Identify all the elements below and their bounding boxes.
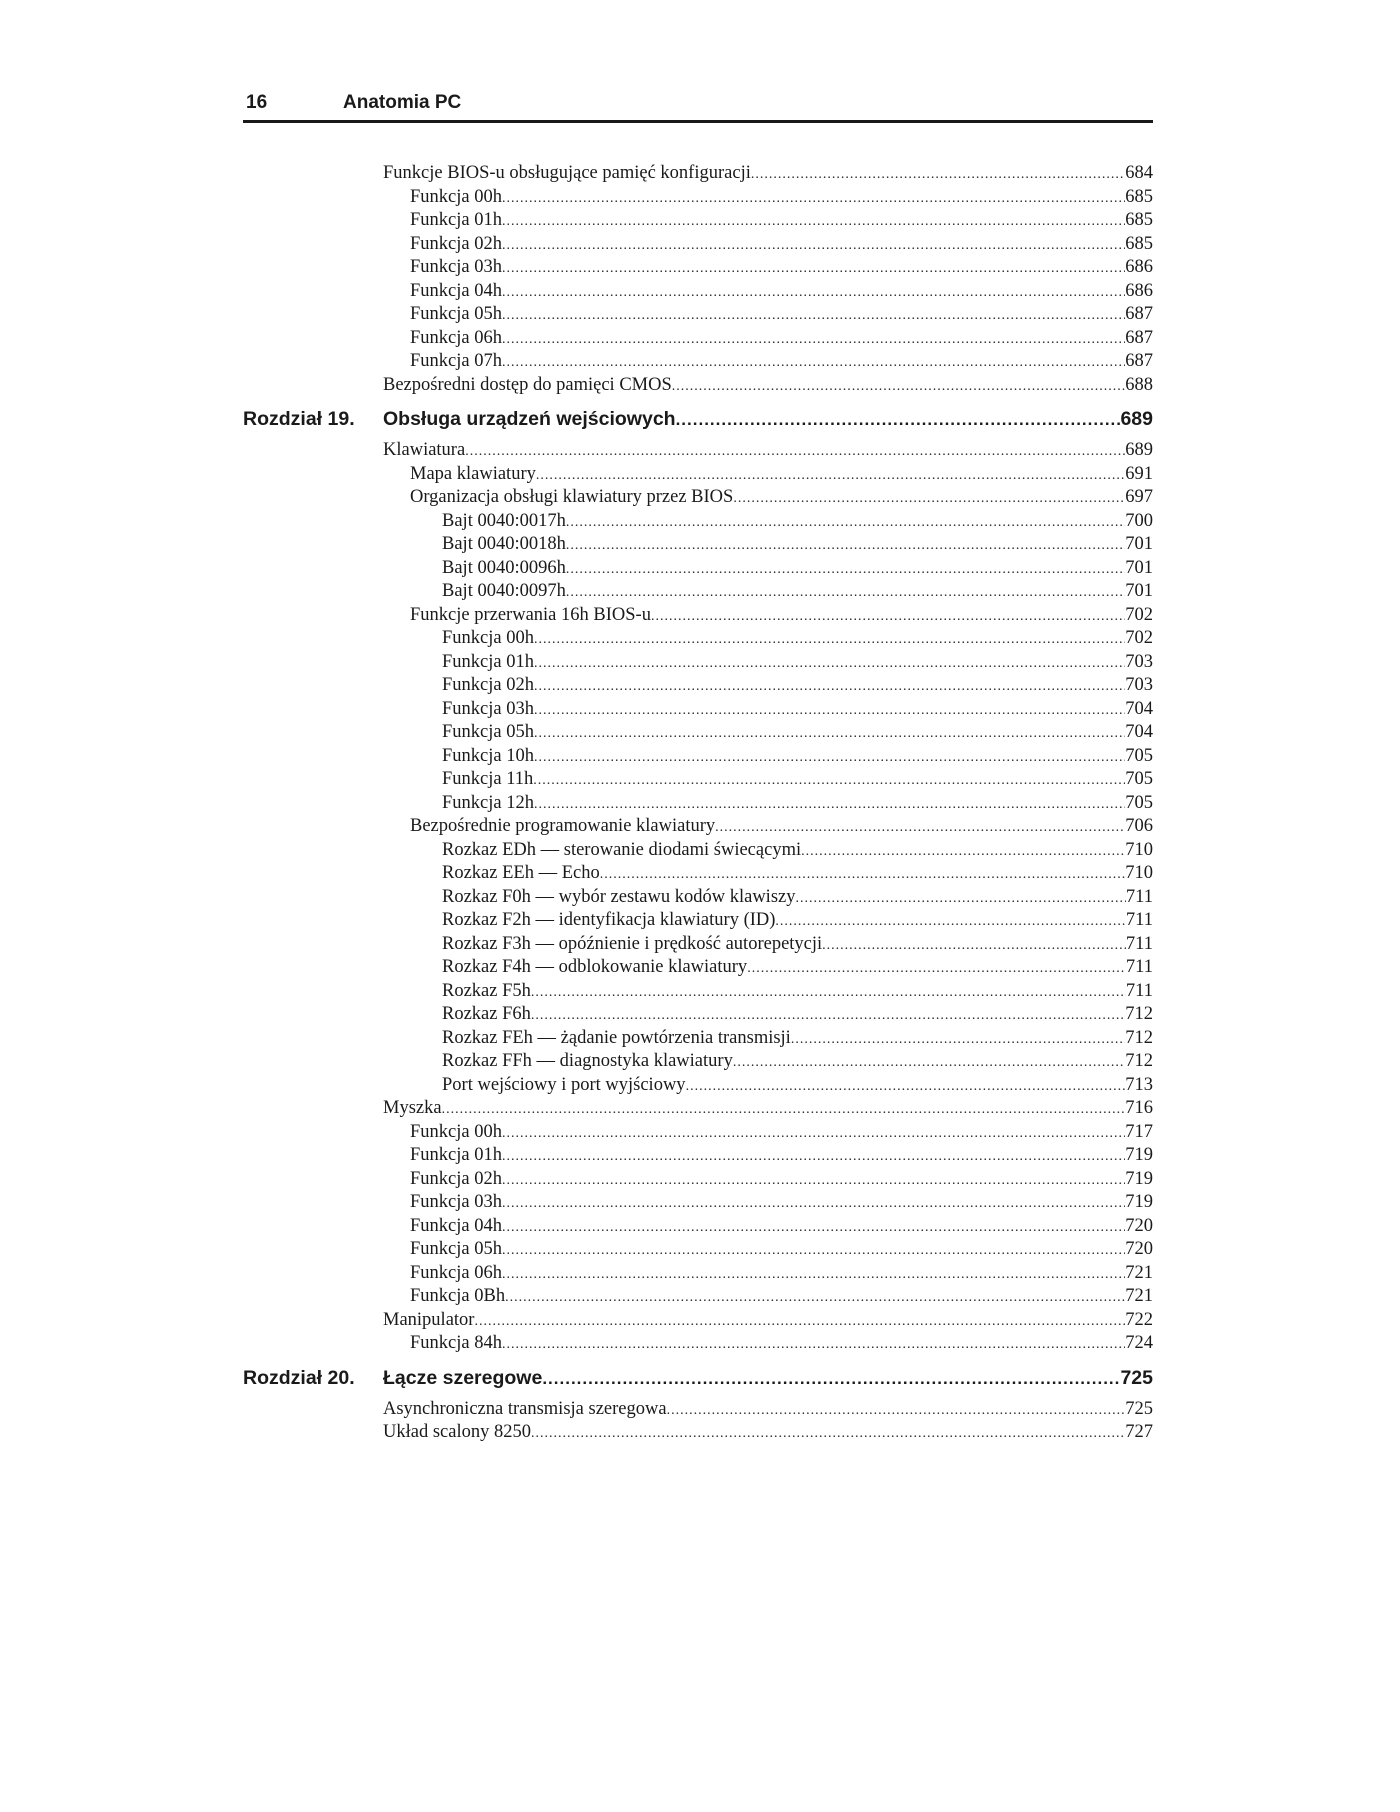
toc-entry-label: Organizacja obsługi klawiatury przez BIOS xyxy=(410,487,734,507)
toc-entry[interactable] xyxy=(243,1027,1153,1051)
table-of-contents xyxy=(243,162,1153,1445)
toc-entry-page: 712 xyxy=(1125,1051,1153,1071)
toc-entry-label: Funkcja 01h xyxy=(410,1145,502,1165)
toc-entry-page: 711 xyxy=(1125,910,1153,930)
toc-entry-label: Funkcja 02h xyxy=(410,1168,502,1189)
toc-entry[interactable] xyxy=(243,1121,1153,1145)
dot-leader xyxy=(747,957,1126,981)
toc-entry[interactable] xyxy=(243,721,1153,745)
toc-entry-page: 684 xyxy=(1125,163,1153,183)
toc-entry-page: 711 xyxy=(1125,980,1153,1001)
toc-entry-page: 719 xyxy=(1125,1168,1153,1189)
dot-leader xyxy=(502,210,1125,234)
toc-entry-label: Bajt 0040:0017h xyxy=(442,510,566,531)
toc-entry-page: 711 xyxy=(1125,886,1153,907)
toc-entry[interactable] xyxy=(243,486,1153,510)
dot-leader xyxy=(502,351,1125,375)
dot-leader xyxy=(502,1122,1125,1146)
dot-leader xyxy=(534,722,1125,746)
toc-entry-page: 703 xyxy=(1125,651,1153,672)
toc-entry[interactable] xyxy=(243,186,1153,210)
dot-leader xyxy=(531,1422,1125,1446)
dot-leader xyxy=(502,1239,1125,1263)
toc-entry-page: 705 xyxy=(1125,792,1153,813)
toc-entry-label: Funkcja 03h xyxy=(442,698,534,719)
toc-entry-page: 706 xyxy=(1125,816,1153,836)
toc-entry[interactable] xyxy=(243,980,1153,1004)
toc-entry-label: Funkcja 05h xyxy=(410,1239,502,1259)
toc-entry-page: 687 xyxy=(1125,304,1153,324)
toc-entry-page: 722 xyxy=(1125,1309,1153,1330)
toc-entry-label: Manipulator xyxy=(383,1309,475,1330)
toc-entry-label: Funkcje przerwania 16h BIOS-u xyxy=(410,604,651,625)
toc-entry-page: 712 xyxy=(1125,1027,1153,1048)
toc-entry[interactable] xyxy=(243,1238,1153,1262)
toc-entry[interactable] xyxy=(243,256,1153,280)
toc-entry[interactable] xyxy=(243,815,1153,839)
toc-entry-label: Funkcja 04h xyxy=(410,280,502,301)
toc-entry-page: 710 xyxy=(1125,863,1153,883)
dot-leader xyxy=(502,1192,1125,1216)
toc-entry-page: 689 xyxy=(1125,440,1153,460)
dot-leader xyxy=(801,840,1125,864)
toc-block xyxy=(243,162,1153,397)
dot-leader xyxy=(600,863,1126,887)
toc-entry-label: Funkcja 01h xyxy=(410,210,502,230)
dot-leader xyxy=(502,328,1125,352)
toc-entry-page: 705 xyxy=(1125,745,1153,766)
toc-entry-label: Funkcja 01h xyxy=(442,651,534,672)
dot-leader xyxy=(566,558,1125,582)
dot-leader xyxy=(534,628,1125,652)
toc-entry[interactable] xyxy=(243,839,1153,863)
toc-entry-page: 701 xyxy=(1125,534,1153,554)
dot-leader xyxy=(775,910,1126,934)
dot-leader xyxy=(566,534,1125,558)
toc-entry[interactable] xyxy=(243,862,1153,886)
toc-entry-label: Funkcja 10h xyxy=(442,745,534,766)
toc-entry-page: 702 xyxy=(1125,604,1153,625)
toc-entry-page: 685 xyxy=(1125,233,1153,254)
toc-entry-page: 691 xyxy=(1125,463,1153,484)
toc-entry-page: 719 xyxy=(1125,1145,1153,1165)
toc-entry[interactable] xyxy=(243,1309,1153,1333)
toc-entry-label: Asynchroniczna transmisja szeregowa xyxy=(383,1398,667,1419)
toc-entry-label: Klawiatura xyxy=(383,440,466,460)
toc-entry-label: Bajt 0040:0096h xyxy=(442,557,566,578)
toc-entry-page: 687 xyxy=(1125,351,1153,371)
toc-entry-label: Rozkaz EEh — Echo xyxy=(442,863,600,883)
toc-entry[interactable] xyxy=(243,792,1153,816)
toc-entry[interactable] xyxy=(243,510,1153,534)
dot-leader xyxy=(505,1286,1125,1310)
toc-entry-label: Funkcja 84h xyxy=(410,1333,502,1353)
dot-leader xyxy=(733,487,1125,511)
toc-entry[interactable] xyxy=(243,162,1153,186)
chapter-entry[interactable] xyxy=(243,399,1153,439)
toc-entry[interactable] xyxy=(243,463,1153,487)
toc-entry-page: 725 xyxy=(1125,1398,1153,1419)
toc-entry[interactable] xyxy=(243,280,1153,304)
toc-entry-label: Układ scalony 8250 xyxy=(383,1422,531,1442)
toc-entry[interactable] xyxy=(243,768,1153,792)
dot-leader xyxy=(502,257,1125,281)
toc-entry[interactable] xyxy=(243,1097,1153,1121)
dot-leader xyxy=(733,1051,1125,1075)
toc-entry-page: 721 xyxy=(1125,1286,1153,1306)
dot-leader xyxy=(542,1359,1120,1399)
toc-block xyxy=(243,1398,1153,1445)
toc-entry[interactable] xyxy=(243,439,1153,463)
toc-entry[interactable] xyxy=(243,374,1153,398)
dot-leader xyxy=(502,1263,1125,1287)
toc-entry[interactable] xyxy=(243,1332,1153,1356)
toc-entry-page: 686 xyxy=(1125,280,1153,301)
toc-entry-label: Bajt 0040:0018h xyxy=(442,534,566,554)
dot-leader xyxy=(651,605,1125,629)
dot-leader xyxy=(531,981,1126,1005)
toc-entry-page: 719 xyxy=(1125,1192,1153,1212)
dot-leader xyxy=(502,1333,1125,1357)
toc-entry-label: Rozkaz FFh — diagnostyka klawiatury xyxy=(442,1051,733,1071)
dot-leader xyxy=(502,1169,1125,1193)
toc-entry[interactable] xyxy=(243,1398,1153,1422)
toc-entry-label: Funkcja 12h xyxy=(442,792,534,813)
toc-entry[interactable] xyxy=(243,909,1153,933)
toc-entry-label: Mapa klawiatury xyxy=(410,463,536,484)
toc-entry[interactable] xyxy=(243,1074,1153,1098)
toc-entry[interactable] xyxy=(243,933,1153,957)
toc-entry[interactable] xyxy=(243,1421,1153,1445)
toc-entry-label: Funkcja 02h xyxy=(442,675,534,695)
chapter-number: Rozdział 20. xyxy=(243,1366,355,1389)
dot-leader xyxy=(715,816,1125,840)
dot-leader xyxy=(822,934,1126,958)
dot-leader xyxy=(533,769,1125,793)
toc-entry[interactable] xyxy=(243,533,1153,557)
toc-entry-page: 702 xyxy=(1125,628,1153,648)
toc-entry-page: 701 xyxy=(1125,557,1153,578)
dot-leader xyxy=(566,511,1125,535)
toc-entry-page: 704 xyxy=(1125,722,1153,742)
toc-entry[interactable] xyxy=(243,557,1153,581)
dot-leader xyxy=(566,581,1125,605)
toc-entry-label: Funkcja 00h xyxy=(442,628,534,648)
toc-entry-page: 713 xyxy=(1125,1074,1153,1095)
toc-entry[interactable] xyxy=(243,350,1153,374)
toc-entry-page: 688 xyxy=(1125,374,1153,395)
chapter-number: Rozdział 19. xyxy=(243,408,355,430)
toc-entry-label: Rozkaz FEh — żądanie powtórzenia transmisji xyxy=(442,1027,791,1048)
toc-entry[interactable] xyxy=(243,1285,1153,1309)
toc-entry-label: Rozkaz F6h xyxy=(442,1004,531,1024)
toc-entry[interactable] xyxy=(243,1191,1153,1215)
toc-entry-page: 711 xyxy=(1125,957,1153,977)
chapter-entry[interactable] xyxy=(243,1358,1153,1398)
dot-leader xyxy=(502,1145,1125,1169)
chapter-page: 689 xyxy=(1120,408,1153,430)
toc-entry-label: Funkcja 11h xyxy=(442,769,534,789)
toc-entry[interactable] xyxy=(243,233,1153,257)
toc-entry-page: 685 xyxy=(1125,210,1153,230)
toc-entry-label: Funkcja 06h xyxy=(410,327,502,348)
toc-entry-label: Rozkaz F5h xyxy=(442,980,531,1001)
toc-entry-label: Port wejściowy i port wyjściowy xyxy=(442,1074,686,1095)
toc-entry[interactable] xyxy=(243,209,1153,233)
toc-entry[interactable] xyxy=(243,627,1153,651)
toc-entry[interactable] xyxy=(243,956,1153,980)
toc-block xyxy=(243,439,1153,1356)
toc-entry[interactable] xyxy=(243,580,1153,604)
toc-entry[interactable] xyxy=(243,674,1153,698)
toc-entry-page: 716 xyxy=(1125,1098,1153,1118)
toc-entry-page: 717 xyxy=(1125,1121,1153,1142)
toc-entry-label: Bajt 0040:0097h xyxy=(442,581,566,601)
dot-leader xyxy=(667,1399,1126,1423)
toc-entry-page: 704 xyxy=(1125,698,1153,719)
chapter-title: Łącze szeregowe xyxy=(383,1366,543,1389)
page-number: 16 xyxy=(246,92,268,113)
toc-entry-label: Funkcja 00h xyxy=(410,1121,502,1142)
dot-leader xyxy=(791,1028,1125,1052)
dot-leader xyxy=(531,1004,1125,1028)
toc-entry-page: 701 xyxy=(1125,581,1153,601)
dot-leader xyxy=(534,699,1125,723)
dot-leader xyxy=(686,1075,1126,1099)
toc-entry-page: 685 xyxy=(1125,186,1153,207)
dot-leader xyxy=(676,400,1121,440)
toc-entry-label: Funkcje BIOS-u obsługujące pamięć konfiguracji xyxy=(383,163,751,183)
dot-leader xyxy=(534,675,1125,699)
dot-leader xyxy=(796,887,1126,911)
toc-entry-label: Rozkaz F4h — odblokowanie klawiatury xyxy=(442,957,748,977)
toc-entry-label: Rozkaz F2h — identyfikacja klawiatury (ID) xyxy=(442,910,776,930)
toc-entry[interactable] xyxy=(243,604,1153,628)
toc-entry-page: 697 xyxy=(1125,487,1153,507)
toc-entry-label: Funkcja 05h xyxy=(442,722,534,742)
toc-entry-page: 711 xyxy=(1125,933,1153,954)
toc-entry[interactable] xyxy=(243,1215,1153,1239)
toc-entry[interactable] xyxy=(243,651,1153,675)
toc-entry[interactable] xyxy=(243,886,1153,910)
toc-entry-label: Bezpośrednie programowanie klawiatury xyxy=(410,816,716,836)
toc-entry-page: 727 xyxy=(1125,1422,1153,1442)
dot-leader xyxy=(502,234,1125,258)
dot-leader xyxy=(502,187,1125,211)
toc-entry-page: 720 xyxy=(1125,1215,1153,1236)
toc-entry[interactable] xyxy=(243,698,1153,722)
toc-entry[interactable] xyxy=(243,1050,1153,1074)
dot-leader xyxy=(534,652,1125,676)
toc-entry-label: Funkcja 03h xyxy=(410,257,502,277)
dot-leader xyxy=(672,375,1125,399)
toc-entry-label: Myszka xyxy=(383,1098,442,1118)
dot-leader xyxy=(534,793,1125,817)
dot-leader xyxy=(751,163,1125,187)
toc-entry-label: Rozkaz F3h — opóźnienie i prędkość autorepetycji xyxy=(442,933,823,954)
dot-leader xyxy=(536,464,1125,488)
chapter-page: 725 xyxy=(1120,1366,1153,1389)
toc-entry-label: Funkcja 06h xyxy=(410,1262,502,1283)
toc-entry-page: 720 xyxy=(1125,1239,1153,1259)
toc-entry-label: Funkcja 07h xyxy=(410,351,502,371)
toc-entry-label: Rozkaz F0h — wybór zestawu kodów klawiszy xyxy=(442,886,796,907)
toc-entry-page: 712 xyxy=(1125,1004,1153,1024)
toc-entry-page: 705 xyxy=(1125,769,1153,789)
dot-leader xyxy=(502,304,1125,328)
running-header xyxy=(243,86,1153,123)
toc-entry[interactable] xyxy=(243,303,1153,327)
toc-entry-page: 703 xyxy=(1125,675,1153,695)
toc-entry[interactable] xyxy=(243,1168,1153,1192)
toc-entry-label: Funkcja 02h xyxy=(410,233,502,254)
chapter-title: Obsługa urządzeń wejściowych xyxy=(383,408,676,430)
toc-entry-label: Funkcja 00h xyxy=(410,186,502,207)
toc-entry-label: Funkcja 03h xyxy=(410,1192,502,1212)
toc-entry-page: 721 xyxy=(1125,1262,1153,1283)
toc-entry-page: 687 xyxy=(1125,327,1153,348)
toc-entry-page: 686 xyxy=(1125,257,1153,277)
toc-entry[interactable] xyxy=(243,745,1153,769)
dot-leader xyxy=(502,1216,1125,1240)
dot-leader xyxy=(502,281,1125,305)
dot-leader xyxy=(474,1310,1125,1334)
toc-entry-label: Funkcja 05h xyxy=(410,304,502,324)
toc-entry-label: Funkcja 04h xyxy=(410,1215,502,1236)
toc-entry-label: Rozkaz EDh — sterowanie diodami świecącymi xyxy=(442,839,802,860)
toc-entry-label: Bezpośredni dostęp do pamięci CMOS xyxy=(383,374,672,395)
dot-leader xyxy=(465,440,1125,464)
toc-entry-label: Funkcja 0Bh xyxy=(410,1286,506,1306)
dot-leader xyxy=(534,746,1125,770)
toc-entry[interactable] xyxy=(243,1144,1153,1168)
toc-entry[interactable] xyxy=(243,1003,1153,1027)
book-title: Anatomia PC xyxy=(343,92,462,113)
dot-leader xyxy=(442,1098,1126,1122)
toc-entry-page: 710 xyxy=(1125,839,1153,860)
toc-entry-page: 700 xyxy=(1125,510,1153,531)
toc-entry[interactable] xyxy=(243,327,1153,351)
toc-entry-page: 724 xyxy=(1125,1333,1153,1353)
toc-entry[interactable] xyxy=(243,1262,1153,1286)
